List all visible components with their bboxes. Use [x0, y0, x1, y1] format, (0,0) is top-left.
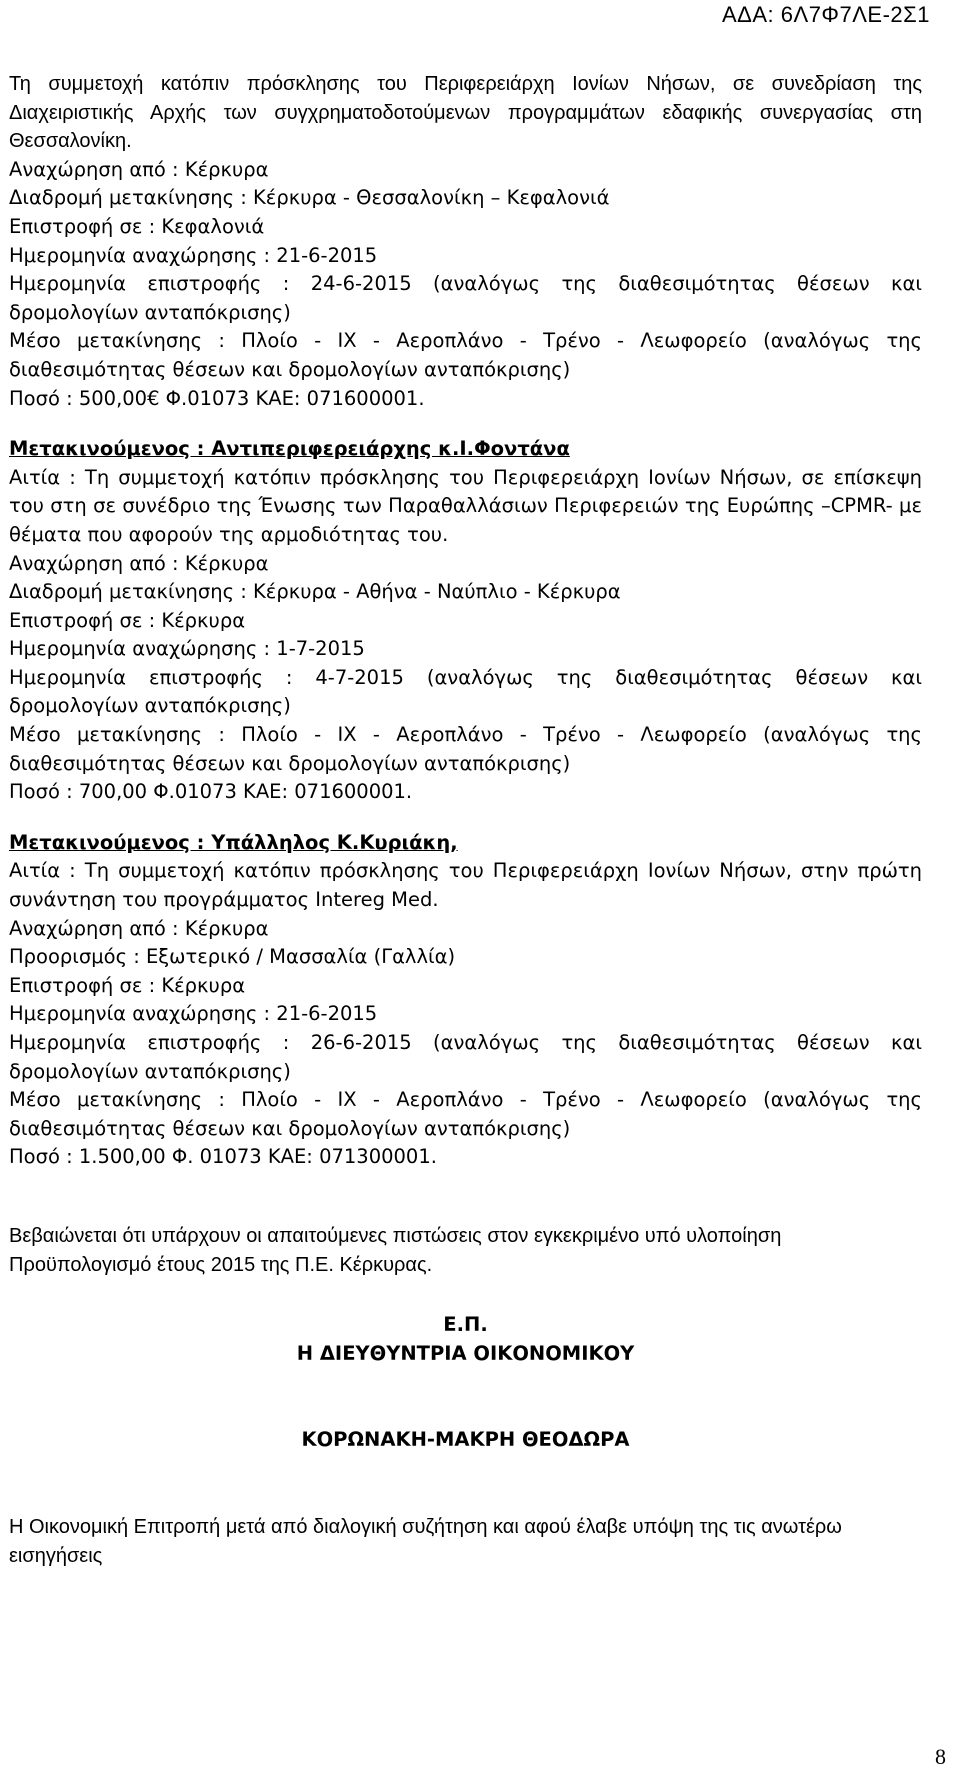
trip3-means: Μέσο μετακίνησης : Πλοίο - ΙΧ - Αεροπλάνο - Τρένο - Λεωφορείο (αναλόγως της διαθεσιμότητας θέσεων και δρομολογίων ανταπόκρισης)	[9, 1088, 922, 1140]
trip2-reason: Αιτία : Τη συμμετοχή κατόπιν πρόσκλησης του Περιφερειάρχη Ιονίων Νήσων, σε επίσκεψη του στη σε συνέδριο της Ένωσης των Παραθαλλάσιων Περιφερειών της Ευρώπης –CPMR- με θέματα που αφορούν της αρμοδιότητας του.	[9, 465, 922, 546]
trip3-return-to: Επιστροφή σε : Κέρκυρα	[9, 973, 246, 997]
intro-reason: Τη συμμετοχή κατόπιν πρόσκλησης του Περιφερειάρχη Ιονίων Νήσων, σε συνεδρίαση της Διαχειριστικής Αρχής των συγχρηματοδοτούμενων προγραμμάτων εδαφικής συνεργασίας στη Θεσσαλονίκη.	[9, 73, 922, 153]
trip3-destination: Προορισμός : Εξωτερικό / Μασσαλία (Γαλλία)	[9, 945, 456, 969]
intro-means: Μέσο μετακίνησης : Πλοίο - ΙΧ - Αεροπλάνο - Τρένο - Λεωφορείο (αναλόγως της διαθεσιμότητας θέσεων και δρομολογίων ανταπόκρισης)	[9, 329, 922, 381]
intro-departure: Αναχώρηση από : Κέρκυρα	[9, 157, 269, 181]
trip2-return-to: Επιστροφή σε : Κέρκυρα	[9, 608, 246, 632]
trip2-heading: Μετακινούμενος : Αντιπεριφερειάρχης κ.Ι.Φοντάνα	[9, 437, 570, 461]
trip2-departure-date: Ημερομηνία αναχώρησης : 1-7-2015	[9, 637, 365, 661]
page-number: 8	[935, 1744, 946, 1769]
signature-name: ΚΟΡΩΝΑΚΗ-ΜΑΚΡΗ ΘΕΟΔΩΡΑ	[301, 1428, 630, 1452]
trip2-amount: Ποσό : 700,00 Φ.01073 ΚΑΕ: 071600001.	[9, 780, 413, 804]
intro-amount: Ποσό : 500,00€ Φ.01073 ΚΑΕ: 071600001.	[9, 386, 425, 410]
trip2-route: Διαδρομή μετακίνησης : Κέρκυρα - Αθήνα - Ναύπλιο - Κέρκυρα	[9, 580, 621, 604]
trip2-return-date: Ημερομηνία επιστροφής : 4-7-2015 (αναλόγως της διαθεσιμότητας θέσεων και δρομολογίων ανταπόκρισης)	[9, 665, 922, 718]
ada-code: ΑΔΑ: 6Λ7Φ7ΛΕ-2Σ1	[722, 2, 930, 27]
trip3-departure: Αναχώρηση από : Κέρκυρα	[9, 916, 269, 940]
intro-route: Διαδρομή μετακίνησης : Κέρκυρα - Θεσσαλονίκη – Κεφαλονιά	[9, 186, 610, 210]
intro-departure-date: Ημερομηνία αναχώρησης : 21-6-2015	[9, 243, 378, 267]
trip3-heading: Μετακινούμενος : Υπάλληλος Κ.Κυριάκη,	[9, 830, 458, 854]
trip2-departure: Αναχώρηση από : Κέρκυρα	[9, 551, 269, 575]
document-body	[9, 70, 922, 1570]
trip3-departure-date: Ημερομηνία αναχώρησης : 21-6-2015	[9, 1002, 378, 1026]
signature-role: Η ΔΙΕΥΘΥΝΤΡΙΑ ΟΙΚΟΝΟΜΙΚΟΥ	[296, 1341, 635, 1365]
intro-return-to: Επιστροφή σε : Κεφαλονιά	[9, 214, 265, 238]
certification-text: Βεβαιώνεται ότι υπάρχουν οι απαιτούμενες πιστώσεις στον εγκεκριμένο υπό υλοποίηση Προϋπολογισμό έτους 2015 της Π.Ε. Κέρκυρας.	[9, 1224, 782, 1276]
trip3-return-date: Ημερομηνία επιστροφής : 26-6-2015 (αναλόγως της διαθεσιμότητας θέσεων και δρομολογίων ανταπόκρισης)	[9, 1031, 922, 1083]
trip2-means: Μέσο μετακίνησης : Πλοίο - ΙΧ - Αεροπλάνο - Τρένο - Λεωφορείο (αναλόγως της διαθεσιμότητας θέσεων και δρομολογίων ανταπόκρισης)	[9, 723, 922, 775]
trip3-amount: Ποσό : 1.500,00 Φ. 01073 ΚΑΕ: 071300001.	[9, 1145, 437, 1169]
intro-return-date: Ημερομηνία επιστροφής : 24-6-2015 (αναλόγως της διαθεσιμότητας θέσεων και δρομολογίων ανταπόκρισης)	[9, 272, 922, 324]
closing-text: Η Οικονομική Επιτροπή μετά από διαλογική συζήτηση και αφού έλαβε υπόψη της τις ανωτέρω εισηγήσεις	[9, 1515, 842, 1567]
signature-ep: Ε.Π.	[443, 1313, 488, 1337]
trip3-reason: Αιτία : Τη συμμετοχή κατόπιν πρόσκλησης του Περιφερειάρχη Ιονίων Νήσων, στην πρώτη συνάντηση του προγράμματος Intereg Med.	[9, 859, 922, 912]
